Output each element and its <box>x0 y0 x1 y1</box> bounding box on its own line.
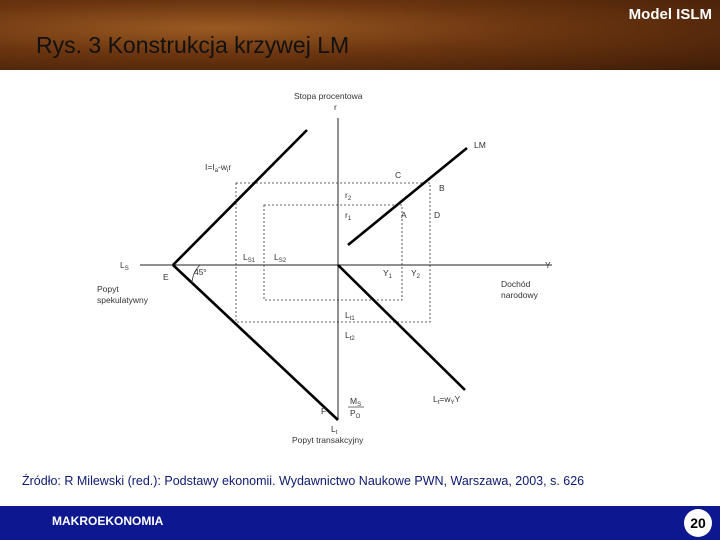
national-income-line2: narodowy <box>501 290 538 300</box>
speculative-demand-line1: Popyt <box>97 284 119 294</box>
ls-left-label: $L_S$ <box>120 260 129 272</box>
point-a: A <box>401 210 407 220</box>
footer-bar <box>0 506 720 540</box>
ls2-label: $L_{S2}$ <box>274 252 287 264</box>
r-axis-title: Stopa procentowa <box>294 91 363 101</box>
money-supply-label: $M_S$ <box>350 396 362 408</box>
point-d: D <box>434 210 441 220</box>
y2-label: $Y_2$ <box>411 268 421 280</box>
r2-label: $r_2$ <box>345 190 352 202</box>
lt-bottom-label: $L_t$ <box>331 424 338 436</box>
investment-equation: $I=I_a-w_ir$ <box>205 162 232 174</box>
r-axis-letter: r <box>334 102 337 112</box>
point-b: B <box>439 183 445 193</box>
speculative-line <box>173 265 338 420</box>
national-income-line1: Dochód <box>501 279 531 289</box>
speculative-demand-line2: spekulatywny <box>97 295 149 305</box>
point-f: F <box>321 406 327 416</box>
price-level-label: $P_O$ <box>350 408 361 420</box>
lm-curve <box>348 148 467 245</box>
lt2-label: $L_{t2}$ <box>345 330 355 342</box>
source-note: Źródło: R Milewski (red.): Podstawy ekonomii. Wydawnictwo Naukowe PWN, Warszawa, 2003, s. 626 <box>22 474 585 488</box>
header-tag: Model ISLM <box>628 6 712 23</box>
y-axis-letter: Y <box>545 260 551 270</box>
rect-outer <box>236 183 430 322</box>
footer-label: MAKROEKONOMIA <box>52 514 164 528</box>
y1-label: $Y_1$ <box>383 268 393 280</box>
lt1-label: $L_{t1}$ <box>345 310 355 322</box>
transaction-demand-label: Popyt transakcyjny <box>292 435 364 445</box>
point-e: E <box>163 272 169 282</box>
r1-label: $r_1$ <box>345 210 352 222</box>
lm-label: LM <box>474 140 486 150</box>
investment-line <box>173 130 307 265</box>
angle-label: 45$^o$ <box>194 267 207 277</box>
transaction-equation: $L_t=w_YY$ <box>433 394 461 406</box>
transaction-line <box>338 265 465 390</box>
point-c: C <box>395 170 402 180</box>
slide-title: Rys. 3 Konstrukcja krzywej LM <box>36 32 350 58</box>
ls1-label: $L_{S1}$ <box>243 252 256 264</box>
page-number: 20 <box>684 509 712 537</box>
